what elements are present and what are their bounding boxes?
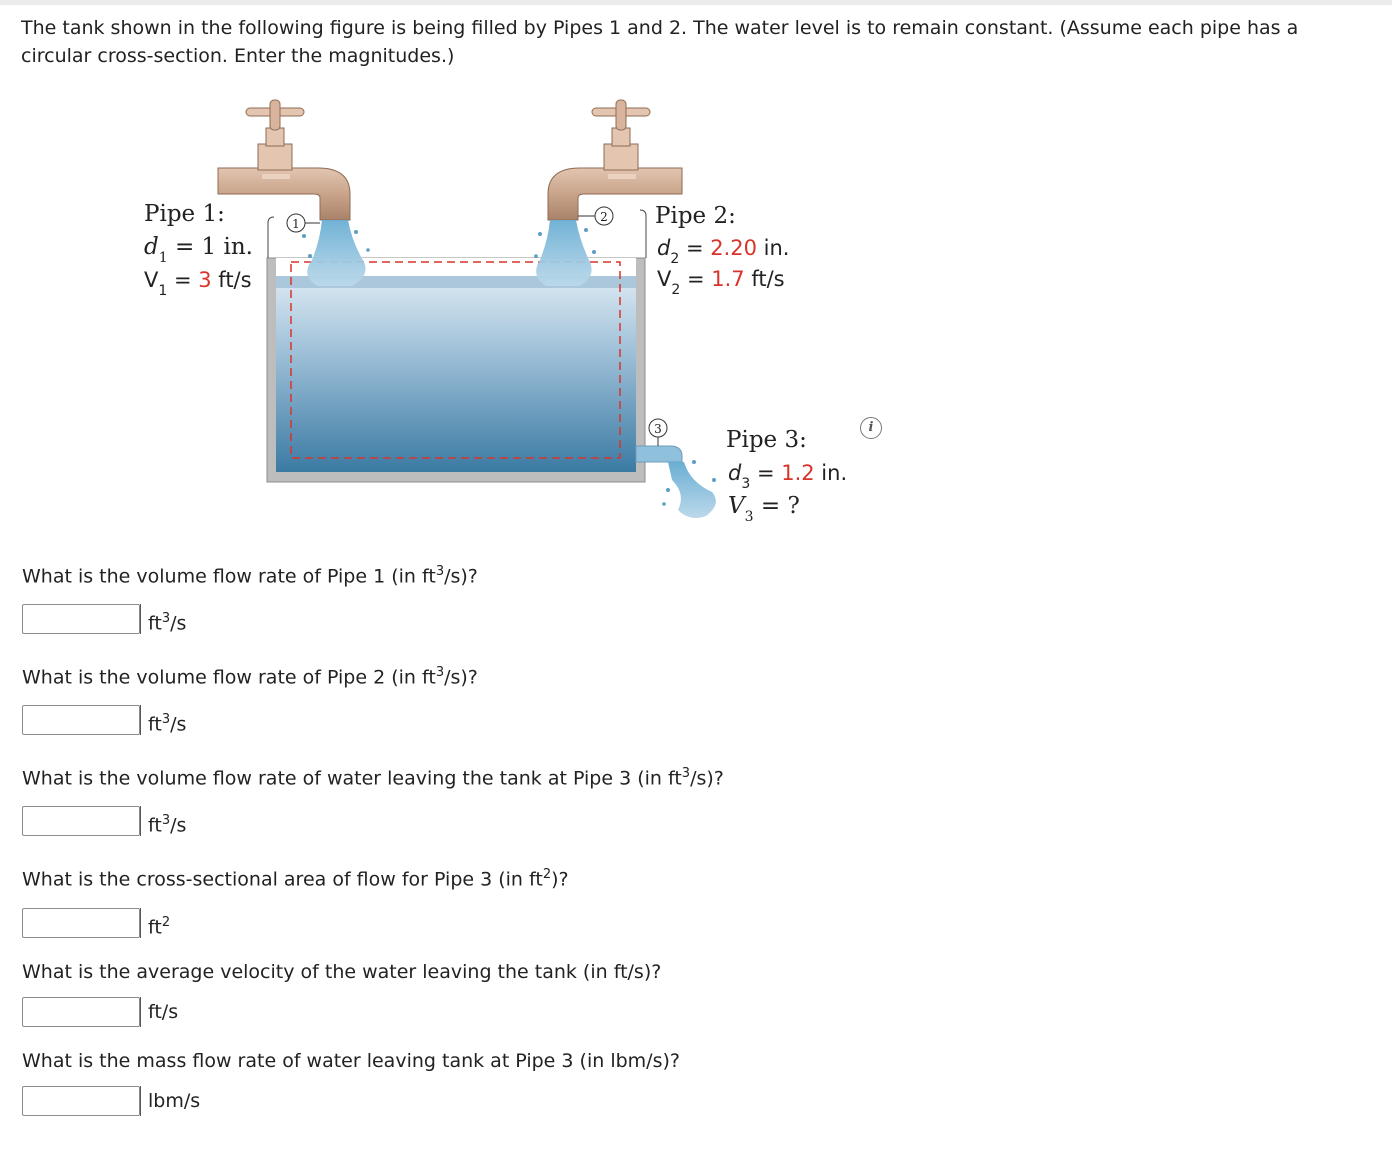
pipe2-marker-label: 2 xyxy=(600,210,608,224)
question-4-unit: $ft^2$ xyxy=(140,908,170,938)
question-1-text: What is the volume flow rate of Pipe 1 (in $ft^3/s$)? xyxy=(22,564,478,588)
pipe1-velocity: $V_1 = 3$ ft/s xyxy=(144,268,252,299)
pipe3-marker-label: 3 xyxy=(654,422,662,436)
pipe3-diameter: $d_3 = 1.2$ in. xyxy=(728,461,848,492)
pipe1-faucet xyxy=(218,100,350,220)
pipe3-marker xyxy=(649,419,667,446)
pipe2-diameter: $d_2 = 2.20$ in. xyxy=(657,236,790,267)
pipe1-title: Pipe 1: xyxy=(144,201,225,227)
pipe2-marker xyxy=(578,207,613,225)
question-1-input[interactable] xyxy=(22,604,140,634)
tank xyxy=(267,258,645,482)
pipe1-water-stream xyxy=(302,220,370,286)
question-3-text: What is the volume flow rate of water leaving the tank at Pipe 3 (in $ft^3/s$)? xyxy=(22,766,724,790)
pipe3-velocity: $V_3$ = ? xyxy=(728,493,800,525)
question-5-text: What is the average velocity of the water leaving the tank (in ft/s)? xyxy=(22,961,662,983)
pipe3-outlet xyxy=(636,446,716,518)
question-3-input[interactable] xyxy=(22,806,140,836)
question-2-text: What is the volume flow rate of Pipe 2 (in $ft^3/s$)? xyxy=(22,665,478,689)
top-divider xyxy=(0,0,1392,5)
question-6-text: What is the mass flow rate of water leaving tank at Pipe 3 (in lbm/s)? xyxy=(22,1050,680,1072)
problem-statement: The tank shown in the following figure is being filled by Pipes 1 and 2. The water level is to remain constant. (Assume each pipe has a circular cross-section. Enter the magnitudes.) xyxy=(21,17,1299,67)
pipe2-title: Pipe 2: xyxy=(655,203,736,229)
pipe1-marker-label: 1 xyxy=(292,217,300,231)
question-5-input[interactable] xyxy=(22,997,140,1027)
info-icon[interactable]: i xyxy=(860,417,882,439)
pipe3-title: Pipe 3: xyxy=(726,427,807,453)
pipe2-faucet xyxy=(548,100,682,220)
question-1-unit: $ft^3/s$ xyxy=(140,604,186,634)
pipe1-diameter: $d_1 = 1$ in. xyxy=(144,234,253,266)
question-6-input[interactable] xyxy=(22,1086,140,1116)
tank-figure xyxy=(0,90,900,530)
question-3-unit: $ft^3/s$ xyxy=(140,806,186,836)
question-2-unit: $ft^3/s$ xyxy=(140,705,186,735)
question-5-unit: ft/s xyxy=(140,997,178,1027)
pipe1-marker xyxy=(287,214,320,232)
pipe2-velocity: $V_2 = 1.7$ ft/s xyxy=(657,267,785,298)
question-4-text: What is the cross-sectional area of flow for Pipe 3 (in $ft^2$)? xyxy=(22,867,569,891)
question-6-unit: lbm/s xyxy=(140,1086,200,1116)
question-2-input[interactable] xyxy=(22,705,140,735)
question-4-input[interactable] xyxy=(22,908,140,938)
pipe2-water-stream xyxy=(534,220,596,286)
